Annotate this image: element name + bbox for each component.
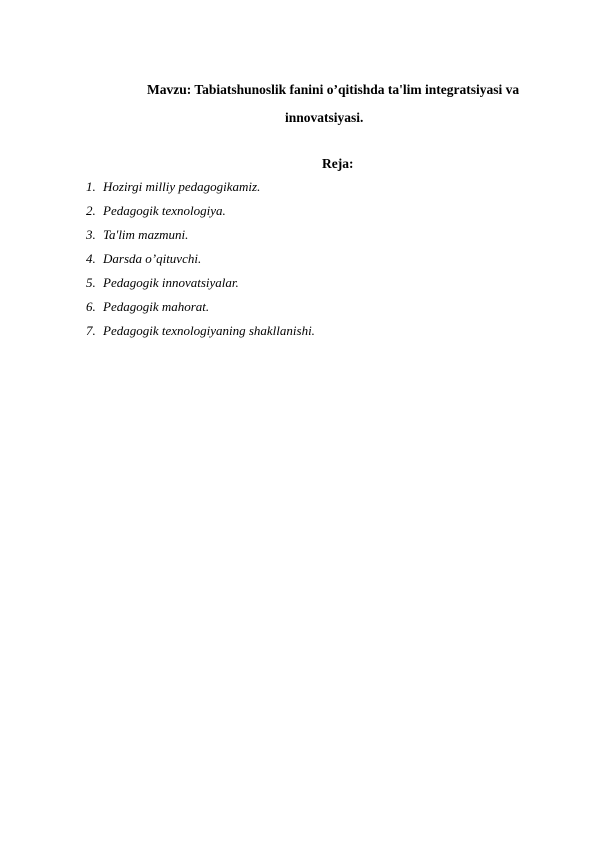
plan-item-number: 1.: [86, 179, 96, 194]
plan-item-number: 2.: [86, 203, 96, 218]
document-title-line-1: Mavzu: Tabiatshunoslik fanini o’qitishda ta'lim integratsiyasi va: [147, 82, 520, 97]
plan-item-text: Pedagogik mahorat.: [103, 299, 210, 314]
plan-heading: Reja:: [322, 156, 354, 171]
plan-list: [86, 178, 315, 346]
plan-item-3: [86, 226, 315, 250]
plan-item-number: 5.: [86, 275, 96, 290]
plan-item-text: Hozirgi milliy pedagogikamiz.: [103, 179, 261, 194]
plan-item-7: [86, 322, 315, 346]
plan-item-number: 4.: [86, 251, 96, 266]
plan-item-6: [86, 298, 315, 322]
document-title-line-2: innovatsiyasi.: [285, 110, 364, 125]
plan-item-5: [86, 274, 315, 298]
plan-item-2: [86, 202, 315, 226]
plan-item-text: Pedagogik texnologiyaning shakllanishi.: [103, 323, 315, 338]
plan-item-text: Ta'lim mazmuni.: [103, 227, 189, 242]
plan-item-number: 3.: [86, 227, 96, 242]
plan-item-number: 7.: [86, 323, 96, 338]
plan-item-text: Pedagogik texnologiya.: [103, 203, 226, 218]
plan-item-1: [86, 178, 315, 202]
plan-item-text: Darsda o’qituvchi.: [103, 251, 202, 266]
plan-item-number: 6.: [86, 299, 96, 314]
plan-item-4: [86, 250, 315, 274]
plan-item-text: Pedagogik innovatsiyalar.: [103, 275, 239, 290]
